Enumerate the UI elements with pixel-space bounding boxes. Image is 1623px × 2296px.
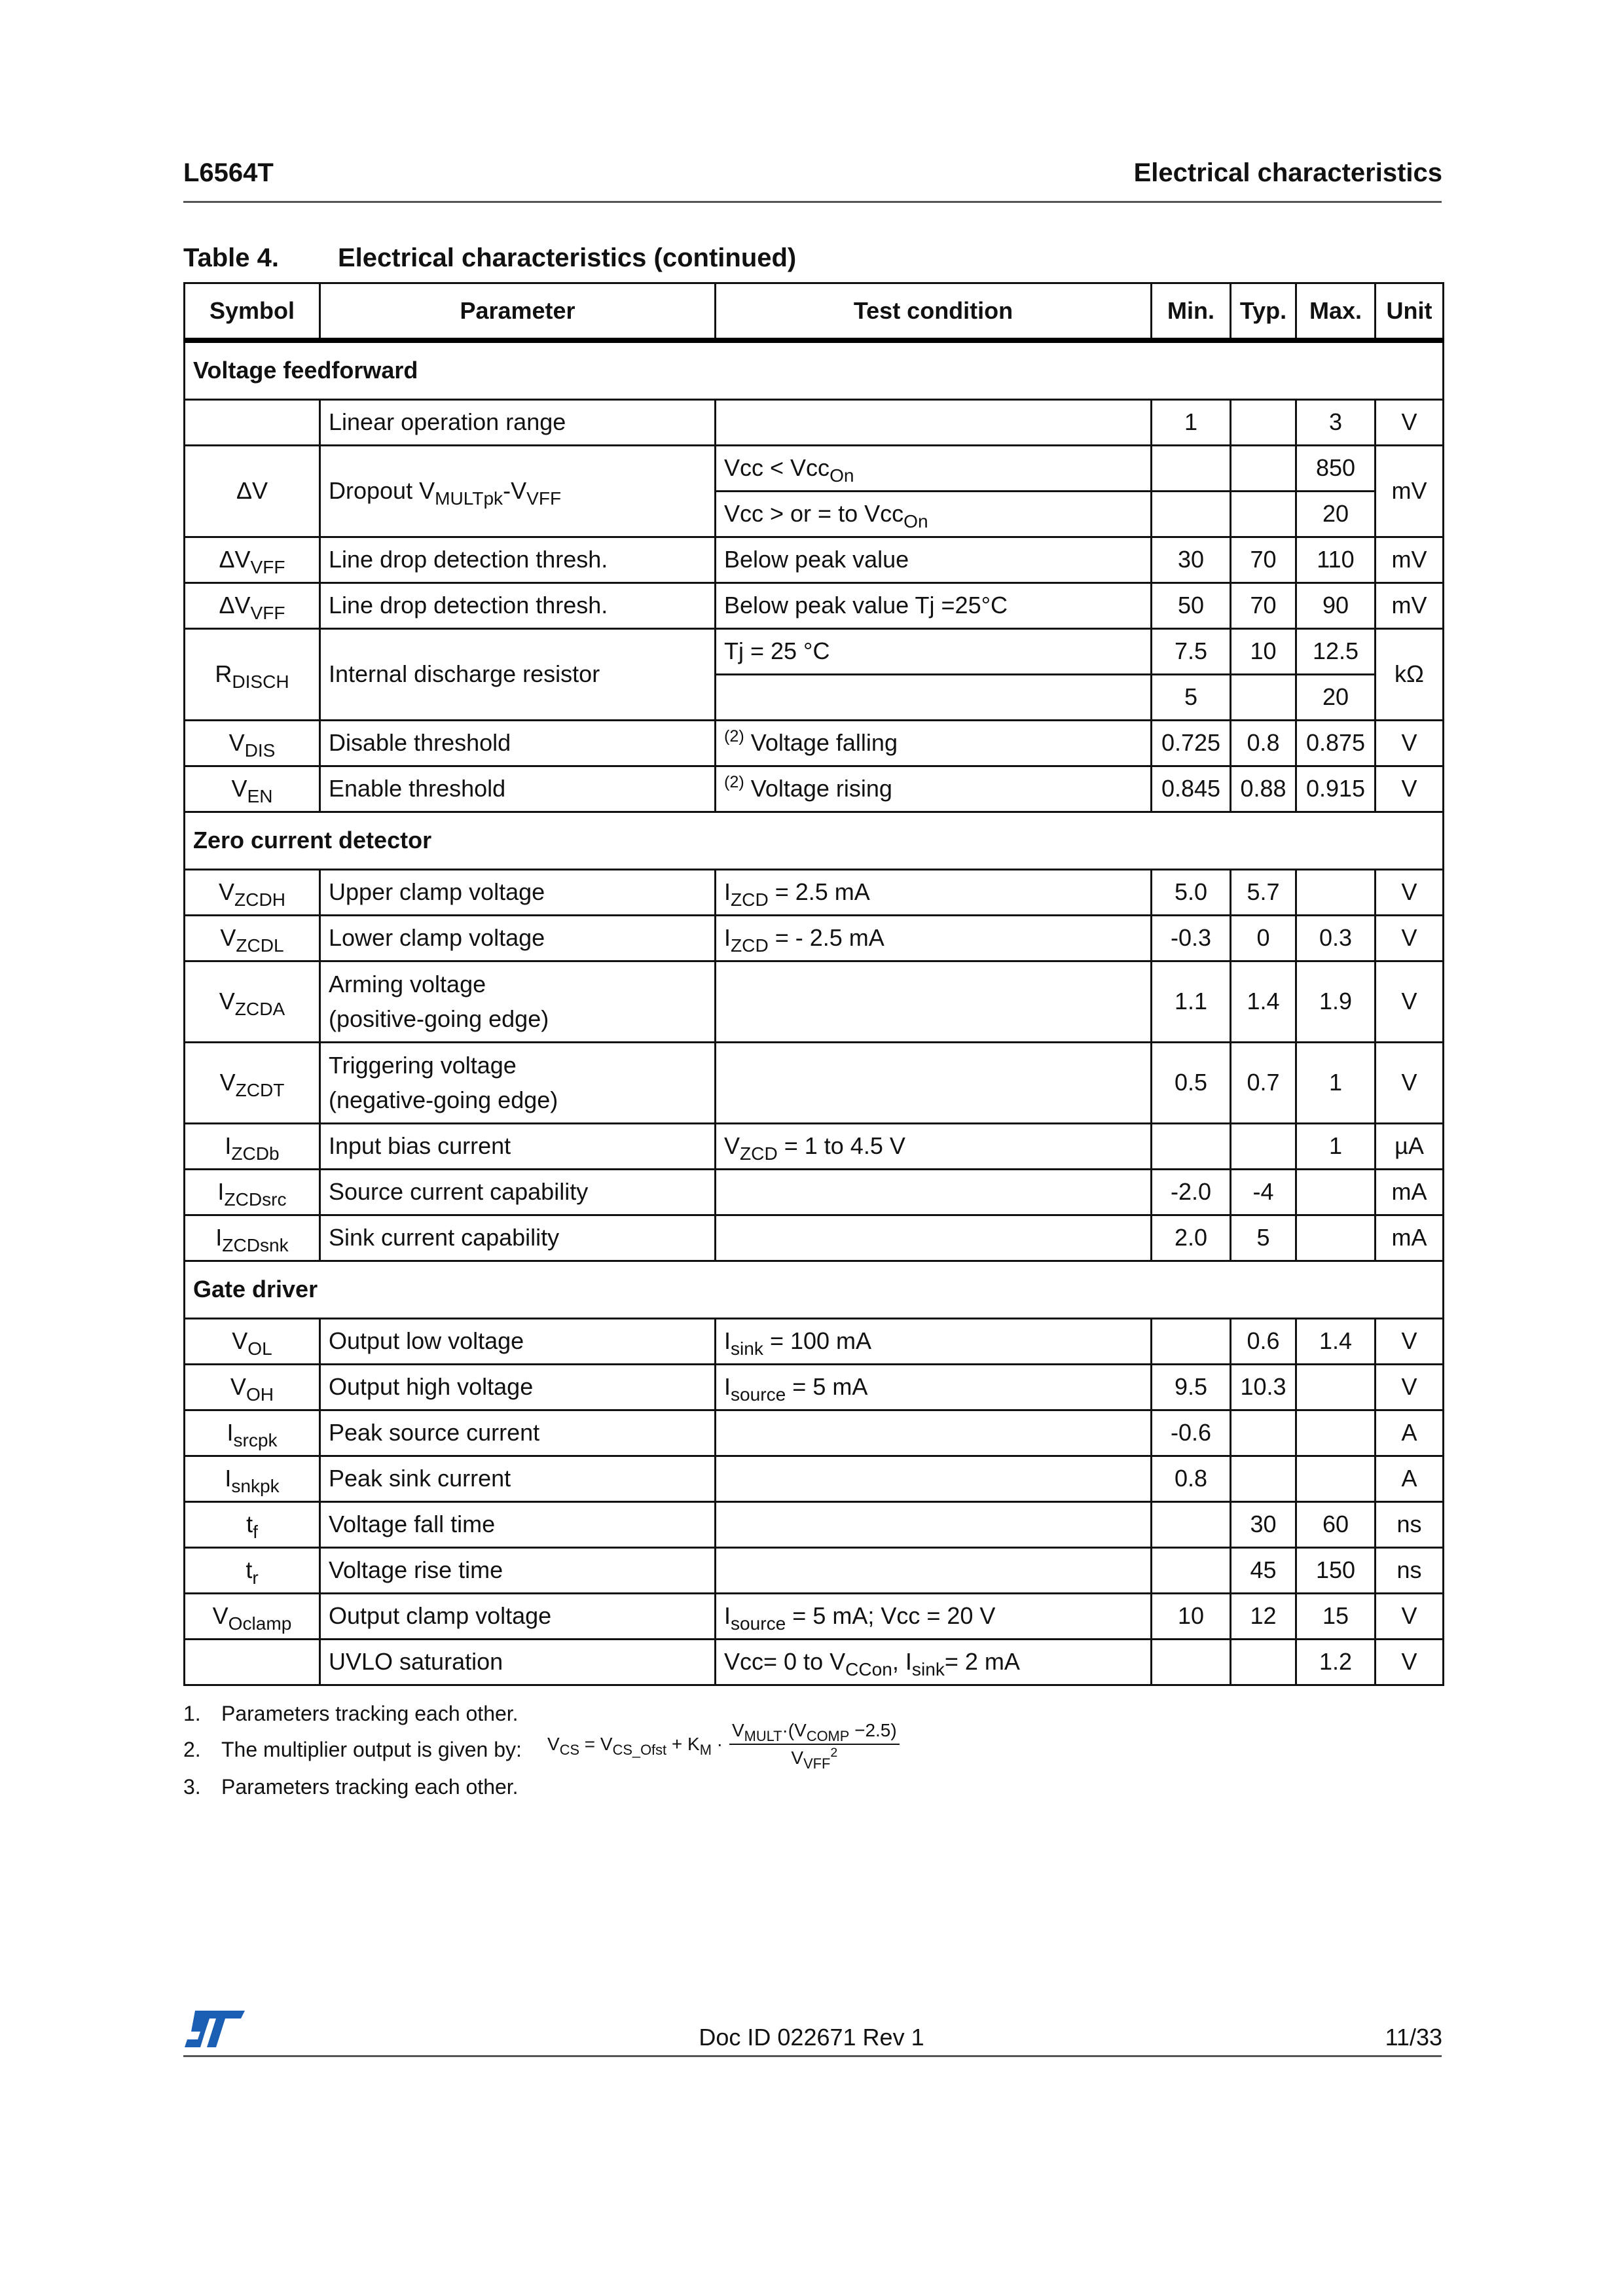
table-row: [185, 870, 1444, 916]
footnote-number: 2.: [183, 1738, 201, 1761]
table-row: [185, 961, 1444, 1043]
document-part-number: L6564T: [183, 158, 274, 187]
column-header-unit: Unit: [1376, 283, 1444, 341]
cell-symbol: $V_{DIS}$: [185, 721, 320, 766]
cell-min: [1152, 1319, 1231, 1365]
cell-parameter: Output high voltage: [320, 1365, 716, 1410]
cell-parameter: Dropout $V_{MULTpk}-V_{VFF}$: [320, 446, 716, 537]
cell-min: [1152, 1640, 1231, 1685]
footnote-1: [183, 1702, 519, 1726]
table-row: [185, 400, 1444, 446]
cell-unit: mV: [1376, 537, 1444, 583]
cell-min: 9.5: [1152, 1365, 1231, 1410]
cell-max: [1296, 870, 1376, 916]
cell-typ: [1231, 400, 1296, 446]
cell-typ: 45: [1231, 1548, 1296, 1594]
cell-symbol: $\Delta V_{VFF}$: [185, 537, 320, 583]
cell-min: 7.5: [1152, 629, 1231, 675]
cell-test-condition: [716, 1548, 1152, 1594]
cell-max: [1296, 1215, 1376, 1261]
cell-parameter: Line drop detection thresh.: [320, 537, 716, 583]
cell-symbol: $V_{Oclamp}$: [185, 1594, 320, 1640]
table-header-row: [185, 283, 1444, 341]
cell-symbol: $R_{DISCH}$: [185, 629, 320, 721]
cell-symbol: ΔV: [185, 446, 320, 537]
footnote-text: The multiplier output is given by:: [221, 1738, 522, 1761]
table-row: [185, 1043, 1444, 1124]
cell-min: [1152, 1502, 1231, 1548]
cell-min: 1.1: [1152, 961, 1231, 1043]
cell-parameter: Output low voltage: [320, 1319, 716, 1365]
cell-unit: mA: [1376, 1170, 1444, 1215]
table-title: [183, 243, 796, 273]
cell-typ: -4: [1231, 1170, 1296, 1215]
cell-typ: 12: [1231, 1594, 1296, 1640]
cell-test-condition: [716, 1043, 1152, 1124]
table-row: [185, 1319, 1444, 1365]
table-row: [185, 916, 1444, 961]
cell-typ: 0.6: [1231, 1319, 1296, 1365]
column-header-symbol: Symbol: [185, 283, 320, 341]
formula-fraction: [729, 1720, 900, 1772]
table-row: [185, 537, 1444, 583]
cell-min: 30: [1152, 537, 1231, 583]
cell-symbol: $I_{ZCDb}$: [185, 1124, 320, 1170]
cell-max: [1296, 1410, 1376, 1456]
cell-unit: mV: [1376, 583, 1444, 629]
column-header-typ: Typ.: [1231, 283, 1296, 341]
table-row: [185, 629, 1444, 675]
cell-min: [1152, 492, 1231, 537]
cell-max: 1.4: [1296, 1319, 1376, 1365]
cell-symbol: $V_{EN}$: [185, 766, 320, 812]
cell-symbol: $I_{ZCDsnk}$: [185, 1215, 320, 1261]
cell-unit: V: [1376, 400, 1444, 446]
cell-parameter: Sink current capability: [320, 1215, 716, 1261]
cell-test-condition: $I_{source} = 5$ mA; Vcc = 20 V: [716, 1594, 1152, 1640]
cell-max: 0.915: [1296, 766, 1376, 812]
cell-typ: 70: [1231, 537, 1296, 583]
cell-parameter: Triggering voltage (negative-going edge): [320, 1043, 716, 1124]
cell-symbol: $I_{ZCDsrc}$: [185, 1170, 320, 1215]
cell-max: 850: [1296, 446, 1376, 492]
table-caption: Electrical characteristics (continued): [338, 243, 797, 272]
table-row: [185, 1594, 1444, 1640]
cell-test-condition: [716, 1456, 1152, 1502]
cell-min: 0.845: [1152, 766, 1231, 812]
cell-max: 1: [1296, 1124, 1376, 1170]
cell-min: 1: [1152, 400, 1231, 446]
electrical-characteristics-table: [183, 282, 1444, 1686]
footer-divider: [183, 2055, 1442, 2057]
cell-unit: mV: [1376, 446, 1444, 537]
cell-min: -2.0: [1152, 1170, 1231, 1215]
footnote-text: Parameters tracking each other.: [221, 1702, 519, 1725]
cell-symbol: $V_{ZCDT}$: [185, 1043, 320, 1124]
section-heading: Zero current detector: [185, 812, 1444, 870]
cell-typ: 0: [1231, 916, 1296, 961]
cell-test-condition: $I_{source} = 5$ mA: [716, 1365, 1152, 1410]
formula-numerator: $V_{MULT}\cdot(V_{COMP} -2.5)$: [729, 1720, 900, 1745]
cell-typ: [1231, 675, 1296, 721]
cell-symbol: [185, 1640, 320, 1685]
cell-max: 3: [1296, 400, 1376, 446]
cell-min: 5.0: [1152, 870, 1231, 916]
cell-parameter: Output clamp voltage: [320, 1594, 716, 1640]
column-header-test-condition: Test condition: [716, 283, 1152, 341]
cell-symbol: $I_{snkpk}$: [185, 1456, 320, 1502]
cell-max: 20: [1296, 492, 1376, 537]
table-row: [185, 446, 1444, 492]
cell-min: -0.6: [1152, 1410, 1231, 1456]
multiplier-formula: [547, 1720, 900, 1772]
cell-test-condition: $V_{ZCD} = 1$ to 4.5 V: [716, 1124, 1152, 1170]
cell-unit: V: [1376, 1594, 1444, 1640]
cell-typ: [1231, 1640, 1296, 1685]
table-row: [185, 1548, 1444, 1594]
cell-unit: V: [1376, 1319, 1444, 1365]
cell-typ: [1231, 1124, 1296, 1170]
cell-parameter: Input bias current: [320, 1124, 716, 1170]
cell-typ: 30: [1231, 1502, 1296, 1548]
table-number: Table 4.: [183, 243, 279, 272]
table-row: [185, 583, 1444, 629]
cell-unit: A: [1376, 1410, 1444, 1456]
cell-symbol: $V_{OL}$: [185, 1319, 320, 1365]
cell-max: [1296, 1456, 1376, 1502]
cell-parameter: Arming voltage (positive-going edge): [320, 961, 716, 1043]
cell-test-condition: [716, 1170, 1152, 1215]
cell-symbol: $\Delta V_{VFF}$: [185, 583, 320, 629]
cell-symbol: $t_r$: [185, 1548, 320, 1594]
cell-typ: 0.8: [1231, 721, 1296, 766]
cell-min: 5: [1152, 675, 1231, 721]
cell-test-condition: [716, 1410, 1152, 1456]
cell-symbol: $V_{ZCDA}$: [185, 961, 320, 1043]
cell-test-condition: Vcc= 0 to $V_{CCon}$, $I_{sink}= 2$ mA: [716, 1640, 1152, 1685]
section-row: [185, 340, 1444, 400]
cell-unit: V: [1376, 1640, 1444, 1685]
formula-denominator: $V_{VFF}^2$: [791, 1746, 838, 1772]
cell-test-condition: $I_{ZCD} = 2.5$ mA: [716, 870, 1152, 916]
cell-unit: V: [1376, 961, 1444, 1043]
cell-unit: V: [1376, 1043, 1444, 1124]
cell-min: 10: [1152, 1594, 1231, 1640]
cell-typ: [1231, 1410, 1296, 1456]
table-row: [185, 1410, 1444, 1456]
cell-parameter: Peak source current: [320, 1410, 716, 1456]
cell-max: 20: [1296, 675, 1376, 721]
cell-typ: 10.3: [1231, 1365, 1296, 1410]
table-row: [185, 1502, 1444, 1548]
cell-test-condition: Below peak value Tj =25°C: [716, 583, 1152, 629]
cell-typ: 5: [1231, 1215, 1296, 1261]
cell-parameter: Line drop detection thresh.: [320, 583, 716, 629]
cell-symbol: $I_{srcpk}$: [185, 1410, 320, 1456]
cell-symbol: $V_{OH}$: [185, 1365, 320, 1410]
cell-max: 1.2: [1296, 1640, 1376, 1685]
table-row: [185, 1640, 1444, 1685]
cell-max: 150: [1296, 1548, 1376, 1594]
footnote-2: [183, 1738, 522, 1762]
cell-max: 110: [1296, 537, 1376, 583]
cell-typ: 70: [1231, 583, 1296, 629]
table-row: [185, 721, 1444, 766]
cell-min: [1152, 1124, 1231, 1170]
cell-parameter: Disable threshold: [320, 721, 716, 766]
cell-test-condition: [716, 961, 1152, 1043]
cell-typ: [1231, 1456, 1296, 1502]
cell-typ: 5.7: [1231, 870, 1296, 916]
cell-unit: V: [1376, 721, 1444, 766]
table-row: [185, 766, 1444, 812]
cell-max: [1296, 1365, 1376, 1410]
table-row: [185, 1124, 1444, 1170]
cell-parameter: Lower clamp voltage: [320, 916, 716, 961]
column-header-min: Min.: [1152, 283, 1231, 341]
cell-max: 1: [1296, 1043, 1376, 1124]
cell-parameter: Voltage fall time: [320, 1502, 716, 1548]
cell-unit: V: [1376, 870, 1444, 916]
cell-test-condition: $I_{sink} = 100$ mA: [716, 1319, 1152, 1365]
cell-min: [1152, 446, 1231, 492]
cell-test-condition: [716, 400, 1152, 446]
cell-symbol: [185, 400, 320, 446]
cell-max: 0.875: [1296, 721, 1376, 766]
formula-lhs: $V_{CS} = V_{CS\_Ofst} + K_M$ ·: [547, 1734, 723, 1758]
table-row: [185, 1215, 1444, 1261]
cell-unit: ns: [1376, 1548, 1444, 1594]
cell-min: 0.725: [1152, 721, 1231, 766]
cell-parameter: Linear operation range: [320, 400, 716, 446]
cell-max: 15: [1296, 1594, 1376, 1640]
cell-test-condition: [716, 675, 1152, 721]
cell-symbol: $V_{ZCDH}$: [185, 870, 320, 916]
cell-symbol: $t_f$: [185, 1502, 320, 1548]
cell-min: -0.3: [1152, 916, 1231, 961]
cell-unit: V: [1376, 1365, 1444, 1410]
cell-unit: V: [1376, 766, 1444, 812]
cell-parameter: Peak sink current: [320, 1456, 716, 1502]
cell-test-condition: $^{(2)}$ Voltage falling: [716, 721, 1152, 766]
cell-max: 12.5: [1296, 629, 1376, 675]
cell-max: 1.9: [1296, 961, 1376, 1043]
cell-min: 0.5: [1152, 1043, 1231, 1124]
footnote-3: [183, 1775, 519, 1799]
cell-max: 60: [1296, 1502, 1376, 1548]
section-row: [185, 812, 1444, 870]
footnote-number: 3.: [183, 1775, 201, 1799]
cell-parameter: Enable threshold: [320, 766, 716, 812]
cell-min: 0.8: [1152, 1456, 1231, 1502]
doc-id: Doc ID 022671 Rev 1: [699, 2024, 924, 2051]
cell-test-condition: [716, 1215, 1152, 1261]
cell-unit: mA: [1376, 1215, 1444, 1261]
cell-symbol: $V_{ZCDL}$: [185, 916, 320, 961]
cell-parameter: Internal discharge resistor: [320, 629, 716, 721]
cell-unit: ns: [1376, 1502, 1444, 1548]
section-heading: Gate driver: [185, 1261, 1444, 1319]
cell-unit: V: [1376, 916, 1444, 961]
column-header-max: Max.: [1296, 283, 1376, 341]
cell-typ: 1.4: [1231, 961, 1296, 1043]
cell-test-condition: $^{(2)}$ Voltage rising: [716, 766, 1152, 812]
cell-test-condition: Vcc < Vcc$_{On}$: [716, 446, 1152, 492]
cell-parameter: Source current capability: [320, 1170, 716, 1215]
header-divider: [183, 201, 1442, 203]
cell-max: 0.3: [1296, 916, 1376, 961]
cell-unit: A: [1376, 1456, 1444, 1502]
section-title: Electrical characteristics: [1133, 158, 1442, 187]
footnote-number: 1.: [183, 1702, 201, 1725]
cell-parameter: Voltage rise time: [320, 1548, 716, 1594]
cell-test-condition: $I_{ZCD}$ = - 2.5 mA: [716, 916, 1152, 961]
table-row: [185, 1456, 1444, 1502]
page-number: 11/33: [1385, 2024, 1442, 2051]
cell-unit: µA: [1376, 1124, 1444, 1170]
cell-unit: kΩ: [1376, 629, 1444, 721]
cell-typ: 0.88: [1231, 766, 1296, 812]
table-row: [185, 1170, 1444, 1215]
cell-test-condition: Vcc > or = to Vcc$_{On}$: [716, 492, 1152, 537]
cell-min: [1152, 1548, 1231, 1594]
section-heading: Voltage feedforward: [185, 340, 1444, 400]
cell-max: 90: [1296, 583, 1376, 629]
column-header-parameter: Parameter: [320, 283, 716, 341]
cell-test-condition: Below peak value: [716, 537, 1152, 583]
cell-min: 2.0: [1152, 1215, 1231, 1261]
cell-parameter: UVLO saturation: [320, 1640, 716, 1685]
cell-test-condition: Tj = 25 °C: [716, 629, 1152, 675]
cell-typ: [1231, 492, 1296, 537]
cell-parameter: Upper clamp voltage: [320, 870, 716, 916]
cell-max: [1296, 1170, 1376, 1215]
cell-test-condition: [716, 1502, 1152, 1548]
footnote-text: Parameters tracking each other.: [221, 1775, 519, 1799]
cell-typ: 0.7: [1231, 1043, 1296, 1124]
cell-typ: 10: [1231, 629, 1296, 675]
cell-typ: [1231, 446, 1296, 492]
cell-min: 50: [1152, 583, 1231, 629]
section-row: [185, 1261, 1444, 1319]
table-row: [185, 1365, 1444, 1410]
